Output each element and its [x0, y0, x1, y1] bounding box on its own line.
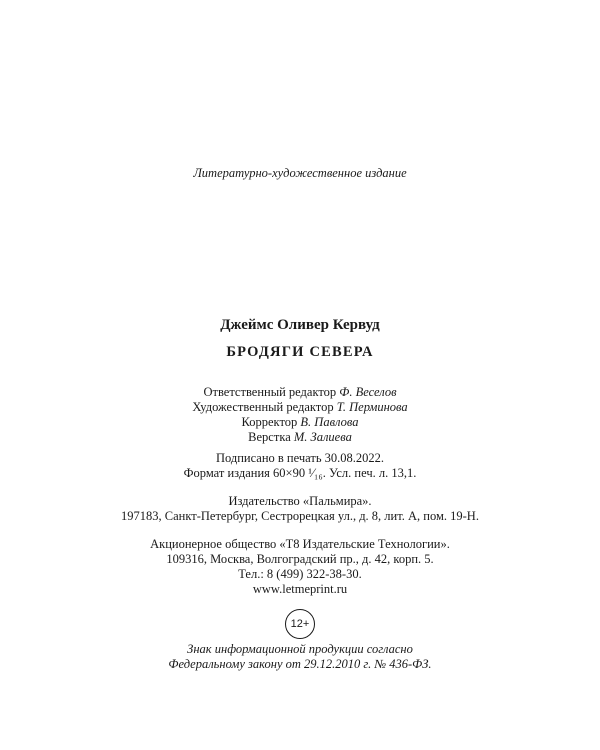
book-title: БРОДЯГИ СЕВЕРА [226, 344, 374, 360]
age-rating-note [0, 642, 600, 672]
credit-line [0, 415, 600, 430]
credit-name: В. Павлова [300, 415, 359, 429]
credit-line [0, 430, 600, 445]
age-rating-badge: 12+ [285, 609, 315, 639]
publisher-block [0, 494, 600, 524]
credit-role: Корректор [241, 415, 298, 429]
age-note-line: Знак информационной продукции согласно [187, 642, 413, 656]
printer-name: Акционерное общество «Т8 Издательские Технологии». [150, 537, 450, 551]
print-format: Формат издания 60×90 ¹⁄₁₆. Усл. печ. л. 13,1. [183, 466, 417, 480]
credit-name: Т. Перминова [336, 400, 408, 414]
printer-block [0, 537, 600, 597]
publisher-name: Издательство «Пальмира». [228, 494, 372, 508]
printer-address: 109316, Москва, Волгоградский пр., д. 42, корп. 5. [166, 552, 434, 566]
credits-block [0, 385, 600, 445]
author-name: Джеймс Оливер Кервуд [220, 317, 380, 333]
credit-role: Ответственный редактор [203, 385, 337, 399]
credit-line [0, 385, 600, 400]
credit-role: Верстка [248, 430, 291, 444]
credit-name: Ф. Веселов [339, 385, 397, 399]
age-note-line: Федеральному закону от 29.12.2010 г. № 436-ФЗ. [168, 657, 432, 671]
publisher-address: 197183, Санкт-Петербург, Сестрорецкая ул., д. 8, лит. А, пом. 19-Н. [121, 509, 479, 523]
credit-role: Художественный редактор [192, 400, 334, 414]
printer-phone: Тел.: 8 (499) 322-38-30. [238, 567, 362, 581]
print-signed-date: Подписано в печать 30.08.2022. [215, 451, 385, 465]
printer-website: www.letmeprint.ru [252, 582, 348, 596]
credit-name: М. Залиева [293, 430, 352, 444]
print-info-block [0, 451, 600, 481]
credit-line [0, 400, 600, 415]
genre-label: Литературно-художественное издание [193, 166, 407, 180]
